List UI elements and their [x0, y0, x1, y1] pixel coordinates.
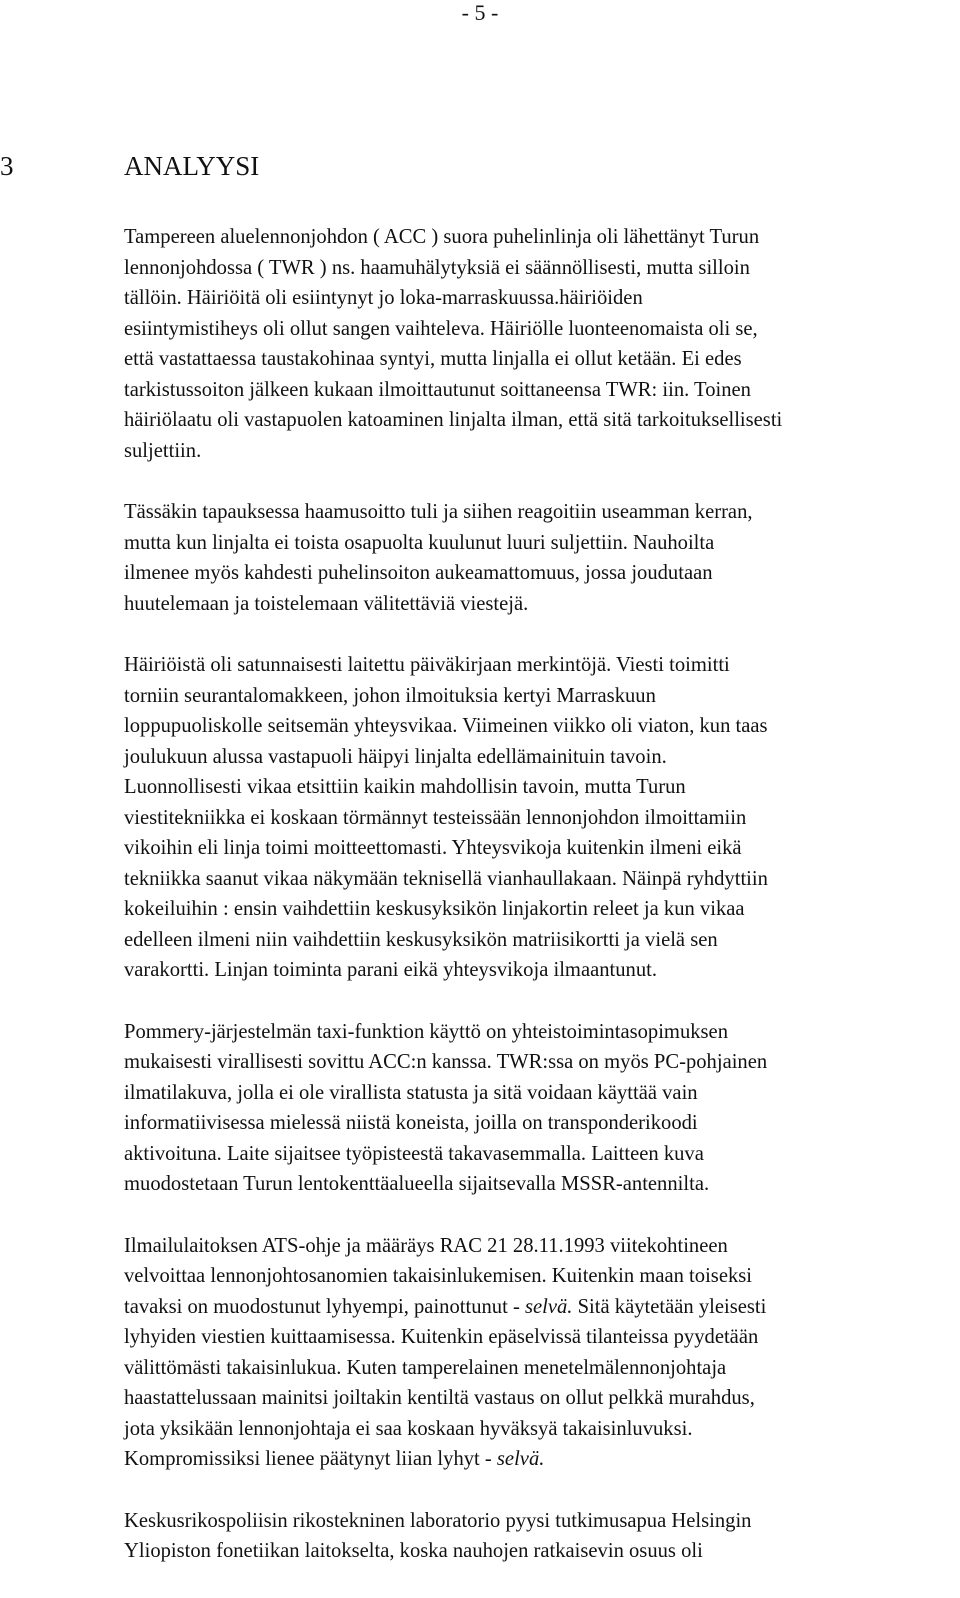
- text-line: tarkistussoiton jälkeen kukaan ilmoittautunut soittaneensa TWR: iin. Toinen: [124, 378, 751, 401]
- italic-term: selvä.: [496, 1448, 545, 1470]
- italic-term: selvä.: [524, 1295, 573, 1318]
- paragraph-5: [124, 1231, 960, 1475]
- text-line: Pommery-järjestelmän taxi-funktion käyttö on yhteistoimintasopimuksen: [124, 1020, 728, 1043]
- text-line: jota yksikään lennonjohtaja ei saa koskaan hyväksyä takaisinluvuksi.: [124, 1417, 693, 1440]
- section-title: ANALYYSI: [124, 151, 260, 181]
- paragraph-6: [124, 1506, 960, 1567]
- text-line: huutelemaan ja toistelemaan välitettäviä viestejä.: [124, 592, 529, 615]
- text-line: aktivoituna. Laite sijaitsee työpisteestä takavasemmalla. Laitteen kuva: [124, 1142, 704, 1165]
- text-line: kokeiluihin : ensin vaihdettiin keskusyksikön linjakortin releet ja kun vikaa: [124, 898, 745, 920]
- text-line: torniin seurantalomakkeen, johon ilmoituksia kertyi Marraskuun: [124, 684, 656, 707]
- line-text: tavaksi on muodostunut lyhyempi, painottunut -: [124, 1295, 525, 1318]
- text-line: [124, 1444, 960, 1475]
- text-line: informatiivisessa mielessä niistä koneista, joilla on transponderikoodi: [124, 1112, 698, 1134]
- text-line: välittömästi takaisinlukua. Kuten tamperelainen menetelmälennonjohtaja: [124, 1356, 727, 1379]
- text-line: muodostetaan Turun lentokenttäalueella sijaitsevalla MSSR-antennilta.: [124, 1173, 710, 1195]
- text-line: lyhyiden viestien kuittaamisessa. Kuitenkin epäselvissä tilanteissa pyydetään: [124, 1326, 759, 1348]
- paragraph-3: [124, 650, 960, 986]
- text-line: Häiriöistä oli satunnaisesti laitettu päiväkirjaan merkintöjä. Viesti toimitti: [124, 654, 730, 676]
- text-line: ilmenee myös kahdesti puhelinsoiton aukeamattomuus, jossa joudutaan: [124, 562, 713, 584]
- text-line: lennonjohdossa ( TWR ) ns. haamuhälytyksiä ei säännöllisesti, mutta silloin: [124, 256, 750, 279]
- text-line: Tässäkin tapauksessa haamusoitto tuli ja siihen reagoitiin useamman kerran,: [124, 501, 753, 523]
- text-line: tällöin. Häiriöitä oli esiintynyt jo loka-marraskuussa.häiriöiden: [124, 287, 643, 309]
- text-line: edelleen ilmeni niin vaihdettiin keskusyksikön matriisikortti ja vielä sen: [124, 928, 718, 951]
- text-line: esiintymistiheys oli ollut sangen vaihteleva. Häiriölle luonteenomaista oli se,: [124, 317, 758, 340]
- text-line: varakortti. Linjan toiminta parani eikä yhteysvikoja ilmaantunut.: [124, 959, 658, 981]
- text-line: velvoittaa lennonjohtosanomien takaisinlukemisen. Kuitenkin maan toiseksi: [124, 1265, 752, 1287]
- text-line: Keskusrikospoliisin rikostekninen laboratorio pyysi tutkimusapua Helsingin: [124, 1509, 752, 1532]
- line-text: Sitä käytetään yleisesti: [572, 1295, 767, 1318]
- paragraph-4: [124, 1017, 960, 1200]
- paragraph-1: [124, 222, 960, 466]
- text-line: häiriölaatu oli vastapuolen katoaminen linjalta ilman, että sitä tarkoituksellisesti: [124, 409, 783, 431]
- text-line: tekniikka saanut vikaa näkymään teknisellä vianhaullakaan. Näinpä ryhdyttiin: [124, 867, 768, 890]
- line-text: Kompromissiksi lienee päätynyt liian lyhyt -: [124, 1448, 497, 1470]
- text-line: mukaisesti virallisesti sovittu ACC:n kanssa. TWR:ssa on myös PC-pohjainen: [124, 1051, 768, 1073]
- text-line: mutta kun linjalta ei toista osapuolta kuulunut luuri suljettiin. Nauhoilta: [124, 531, 715, 554]
- text-line: Yliopiston fonetiikan laitokselta, koska nauhojen ratkaisevin osuus oli: [124, 1540, 703, 1562]
- text-line: Luonnollisesti vikaa etsittiin kaikin mahdollisin tavoin, mutta Turun: [124, 776, 686, 798]
- text-line: Tampereen aluelennonjohdon ( ACC ) suora puhelinlinja oli lähettänyt Turun: [124, 226, 760, 248]
- text-line: suljettiin.: [124, 439, 202, 462]
- paragraph-2: [124, 497, 960, 619]
- text-line: joulukuun alussa vastapuoli häipyi linjalta edellämainituin tavoin.: [124, 745, 667, 768]
- text-line: [124, 1292, 960, 1323]
- text-line: loppupuoliskolle seitsemän yhteysvikaa. Viimeinen viikko oli viaton, kun taas: [124, 715, 768, 737]
- section-number: 3: [0, 151, 14, 181]
- text-line: että vastattaessa taustakohinaa syntyi, mutta linjalla ei ollut ketään. Ei edes: [124, 348, 742, 370]
- text-line: vikoihin eli linja toimi moitteettomasti. Yhteysvikoja kuitenkin ilmeni eikä: [124, 837, 742, 859]
- text-line: haastattelussaan mainitsi joiltakin kentiltä vastaus on ollut pelkkä murahdus,: [124, 1387, 755, 1409]
- text-line: Ilmailulaitoksen ATS-ohje ja määräys RAC 21 28.11.1993 viitekohtineen: [124, 1234, 728, 1257]
- page-number: - 5 -: [461, 0, 499, 25]
- text-line: viestitekniikka ei koskaan törmännyt testeissään lennonjohdon ilmoittamiin: [124, 806, 747, 829]
- text-line: ilmatilakuva, jolla ei ole virallista statusta ja sitä voidaan käyttää vain: [124, 1081, 698, 1104]
- body-text: [124, 222, 960, 1598]
